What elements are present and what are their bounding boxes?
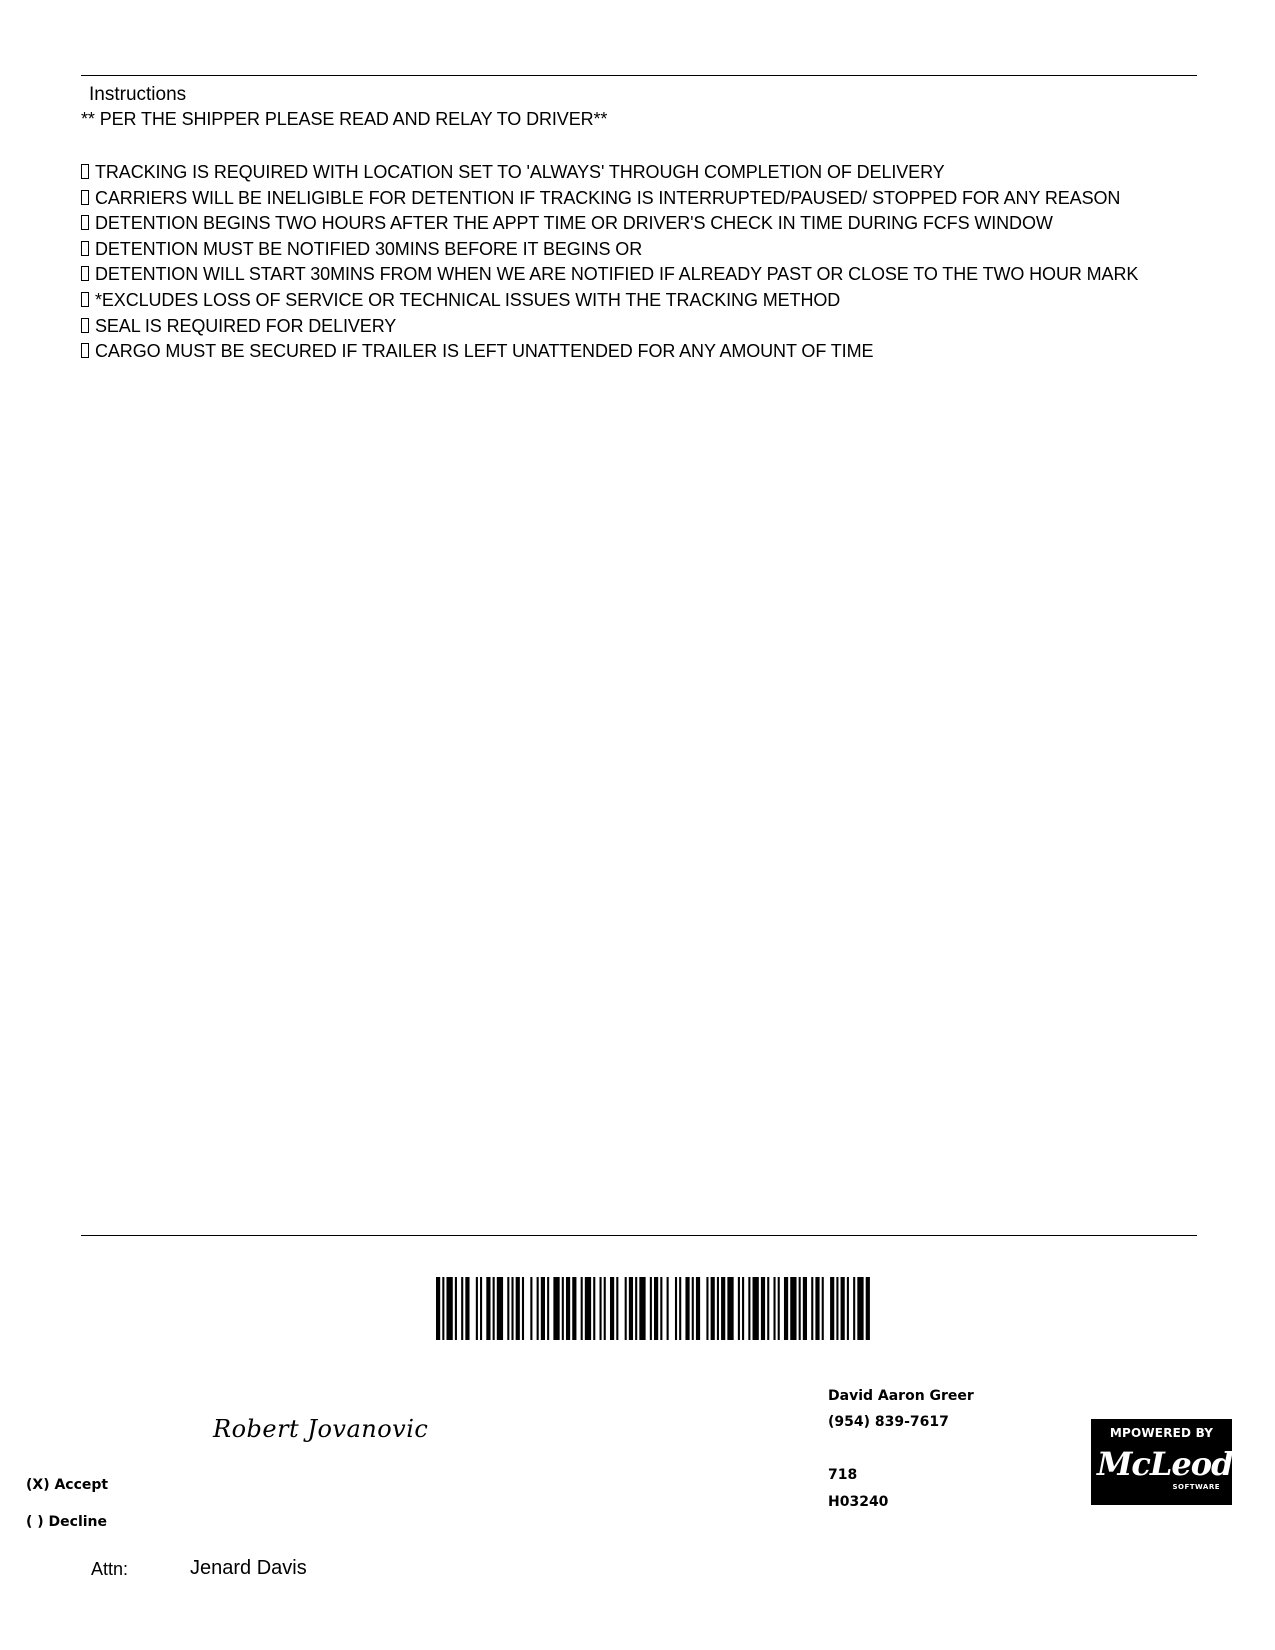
- logo-subtitle: SOFTWARE: [1172, 1483, 1220, 1491]
- barcode-bar: [742, 1277, 744, 1340]
- instruction-item: DETENTION MUST BE NOTIFIED 30MINS BEFORE IT BEGINS OR: [81, 237, 1151, 263]
- barcode-bar: [461, 1277, 463, 1340]
- barcode-bar: [711, 1277, 715, 1340]
- barcode-bar: [516, 1277, 520, 1340]
- barcode-bar: [541, 1277, 545, 1340]
- instruction-item: TRACKING IS REQUIRED WITH LOCATION SET TO 'ALWAYS' THROUGH COMPLETION OF DELIVERY: [81, 160, 1151, 186]
- instruction-item: CARGO MUST BE SECURED IF TRAILER IS LEFT UNATTENDED FOR ANY AMOUNT OF TIME: [81, 339, 1151, 365]
- checkbox-bullet-icon: [81, 241, 89, 256]
- barcode-bar: [660, 1277, 662, 1340]
- barcode-bar: [625, 1277, 627, 1340]
- barcode-bar: [635, 1277, 637, 1340]
- barcode-bar: [629, 1277, 633, 1340]
- shipper-note: ** PER THE SHIPPER PLEASE READ AND RELAY TO DRIVER**: [81, 109, 608, 129]
- logo-wordmark: McLeod: [1097, 1445, 1233, 1483]
- barcode: [436, 1277, 872, 1340]
- signature: Robert Jovanovic: [213, 1415, 429, 1443]
- barcode-bar: [547, 1277, 549, 1340]
- barcode-bar: [841, 1277, 845, 1340]
- barcode-bar: [667, 1277, 669, 1340]
- contact-code: 718: [828, 1467, 858, 1483]
- barcode-bar: [585, 1277, 591, 1340]
- barcode-bar: [717, 1277, 719, 1340]
- barcode-bar: [799, 1277, 801, 1340]
- barcode-bar: [537, 1277, 539, 1340]
- contact-phone: (954) 839-7617: [828, 1414, 949, 1430]
- barcode-bar: [639, 1277, 645, 1340]
- barcode-bar: [761, 1277, 765, 1340]
- barcode-bar: [572, 1277, 576, 1340]
- checkbox-bullet-icon: [81, 343, 89, 358]
- checkbox-bullet-icon: [81, 190, 89, 205]
- top-divider: [81, 75, 1197, 76]
- barcode-bar: [465, 1277, 469, 1340]
- barcode-bar: [436, 1277, 440, 1340]
- barcode-bar: [581, 1277, 583, 1340]
- barcode-bar: [803, 1277, 807, 1340]
- barcode-bar: [522, 1277, 524, 1340]
- mcleod-logo: [1091, 1419, 1232, 1505]
- logo-tagline: MPOWERED BY: [1109, 1426, 1214, 1440]
- barcode-bar: [721, 1277, 725, 1340]
- checkbox-bullet-icon: [81, 318, 89, 333]
- barcode-bar: [778, 1277, 780, 1340]
- barcode-bar: [593, 1277, 595, 1340]
- barcode-bar: [654, 1277, 658, 1340]
- barcode-bar: [748, 1277, 750, 1340]
- checkbox-bullet-icon: [81, 164, 89, 179]
- barcode-bar: [480, 1277, 482, 1340]
- attn-name: Jenard Davis: [190, 1557, 307, 1579]
- barcode-bar: [604, 1277, 606, 1340]
- barcode-bar: [446, 1277, 452, 1340]
- instruction-item: CARRIERS WILL BE INELIGIBLE FOR DETENTION IF TRACKING IS INTERRUPTED/PAUSED/ STOPPED FOR ANY REASON: [81, 186, 1151, 212]
- instruction-item: DETENTION BEGINS TWO HOURS AFTER THE APPT TIME OR DRIVER'S CHECK IN TIME DURING FCFS WINDOW: [81, 211, 1151, 237]
- checkbox-bullet-icon: [81, 215, 89, 230]
- barcode-bar: [753, 1277, 759, 1340]
- instruction-item: SEAL IS REQUIRED FOR DELIVERY: [81, 314, 1151, 340]
- barcode-bar: [853, 1277, 855, 1340]
- barcode-bar: [767, 1277, 769, 1340]
- accept-option: (X) Accept: [26, 1477, 109, 1493]
- barcode-bar: [679, 1277, 681, 1340]
- barcode-bar: [497, 1277, 503, 1340]
- instruction-item: DETENTION WILL START 30MINS FROM WHEN WE ARE NOTIFIED IF ALREADY PAST OR CLOSE TO THE TWO HOUR MARK: [81, 262, 1151, 288]
- barcode-bar: [675, 1277, 677, 1340]
- contact-name: David Aaron Greer: [828, 1388, 974, 1404]
- barcode-bar: [476, 1277, 478, 1340]
- checkbox-bullet-icon: [81, 266, 89, 281]
- barcode-bar: [493, 1277, 495, 1340]
- barcode-bar: [830, 1277, 834, 1340]
- barcode-bar: [811, 1277, 813, 1340]
- barcode-bar: [442, 1277, 444, 1340]
- decline-option: ( ) Decline: [26, 1514, 108, 1530]
- barcode-bar: [566, 1277, 570, 1340]
- barcode-bar: [727, 1277, 733, 1340]
- checkbox-bullet-icon: [81, 292, 89, 307]
- barcode-bar: [815, 1277, 819, 1340]
- barcode-bar: [685, 1277, 689, 1340]
- barcode-bar: [692, 1277, 694, 1340]
- contact-reference: H03240: [828, 1494, 889, 1510]
- instruction-item: *EXCLUDES LOSS OF SERVICE OR TECHNICAL ISSUES WITH THE TRACKING METHOD: [81, 288, 1151, 314]
- barcode-bar: [784, 1277, 788, 1340]
- barcode-bar: [553, 1277, 559, 1340]
- barcode-bar: [857, 1277, 863, 1340]
- barcode-bar: [650, 1277, 652, 1340]
- barcode-bar: [790, 1277, 796, 1340]
- barcode-bar: [507, 1277, 509, 1340]
- barcode-bar: [455, 1277, 457, 1340]
- barcode-bar: [486, 1277, 490, 1340]
- barcode-bar: [600, 1277, 602, 1340]
- barcode-bar: [738, 1277, 740, 1340]
- bottom-divider: [81, 1235, 1197, 1236]
- barcode-bar: [562, 1277, 564, 1340]
- barcode-bar: [610, 1277, 614, 1340]
- barcode-bar: [696, 1277, 700, 1340]
- instruction-list: [81, 160, 1151, 365]
- barcode-bar: [616, 1277, 618, 1340]
- barcode-bar: [822, 1277, 824, 1340]
- barcode-bar: [530, 1277, 532, 1340]
- instructions-heading: Instructions: [89, 84, 187, 105]
- barcode-bar: [511, 1277, 513, 1340]
- barcode-bar: [706, 1277, 708, 1340]
- barcode-bar: [866, 1277, 870, 1340]
- barcode-bar: [847, 1277, 849, 1340]
- barcode-bar: [773, 1277, 775, 1340]
- attn-label: Attn:: [91, 1559, 129, 1579]
- barcode-bar: [836, 1277, 838, 1340]
